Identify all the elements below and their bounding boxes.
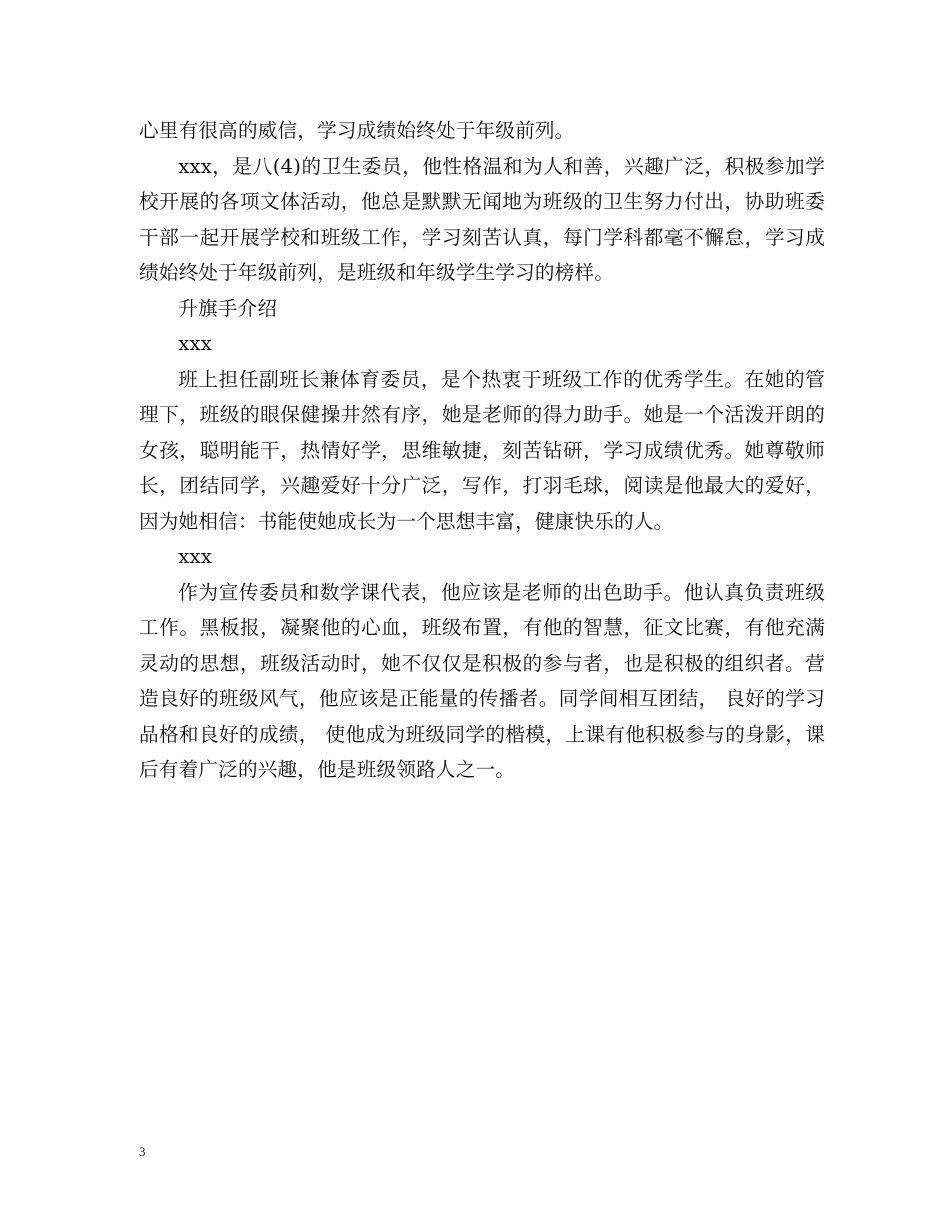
paragraph-4: 作为宣传委员和数学课代表，他应该是老师的出色助手。他认真负责班级工作。黑板报，凝聚他的心血，班级布置，有他的智慧，征文比赛，有他充满灵动的思想，班级活动时，她不仅仅是积极的参与者，也是积极的组织者。营造良好的班级风气，他应该是正能量的传播者。同学间相互团结， 良好的学习品格和良好的成绩， 使他成为班级同学的楷模，上课有他积极参与的身影，课后有着广泛的兴趣，他是班级领路人之一。	[139, 580, 825, 781]
paragraph-3: 班上担任副班长兼体育委员，是个热衷于班级工作的优秀学生。在她的管理下，班级的眼保健操井然有序，她是老师的得力助手。她是一个活泼开朗的女孩，聪明能干，热情好学，思维敏捷，刻苦钻研，学习成绩优秀。她尊敬师长，团结同学，兴趣爱好十分广泛，写作，打羽毛球，阅读是他最大的爱好，因为她相信：书能使她成长为一个思想丰富，健康快乐的人。	[139, 367, 825, 533]
document-body	[139, 113, 825, 788]
paragraph-1: 心里有很高的威信，学习成绩始终处于年级前列。	[139, 119, 575, 142]
paragraph-2: xxx，是八(4)的卫生委员，他性格温和为人和善，兴趣广泛，积极参加学校开展的各项文体活动，他总是默默无闻地为班级的卫生努力付出，协助班委干部一起开展学校和班级工作，学习刻苦认真，每门学科都毫不懈怠，学习成绩始终处于年级前列，是班级和年级学生学习的榜样。	[139, 154, 825, 284]
student-name-2: xxx	[178, 545, 212, 568]
student-name-1: xxx	[178, 332, 212, 355]
section-heading-flag-raiser: 升旗手介绍	[178, 296, 278, 320]
page-number: 3	[139, 1144, 146, 1159]
